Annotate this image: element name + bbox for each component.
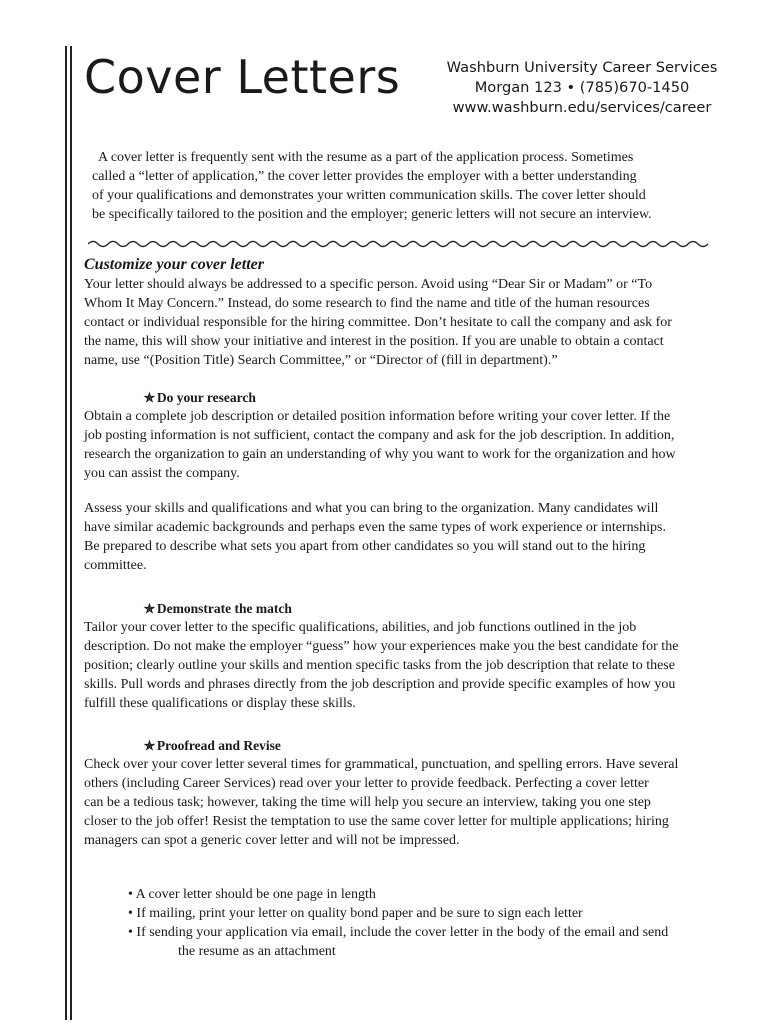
left-border-rule-inner <box>70 46 72 1020</box>
proofread-heading: Proofread and Revise <box>156 738 281 753</box>
list-item: • If mailing, print your letter on quality bond paper and be sure to sign each letter <box>128 906 583 921</box>
customize-section <box>84 255 726 370</box>
proofread-line: closer to the job offer! Resist the temptation to use the same cover letter for multiple applications; hiring <box>84 814 669 829</box>
proofread-line: others (including Career Services) read over your letter to provide feedback. Perfecting a cover letter <box>84 776 649 791</box>
match-heading-row <box>144 599 726 618</box>
proofread-line: can be a tedious task; however, taking the time will help you secure an interview, taking you one step <box>84 795 651 810</box>
research-line: you can assist the company. <box>84 466 240 481</box>
customize-line: Whom It May Concern.” Instead, do some research to find the name and title of the human resources <box>84 296 650 311</box>
intro-line: A cover letter is frequently sent with the resume as a part of the application process. Sometimes <box>98 150 634 165</box>
list-item: • If sending your application via email, include the cover letter in the body of the email and send <box>128 925 669 940</box>
intro-line: called a “letter of application,” the cover letter provides the employer with a better understanding <box>92 169 637 184</box>
match-line: skills. Pull words and phrases directly from the job description and provide specific examples of how you <box>84 677 676 692</box>
match-line: position; clearly outline your skills and mention specific tasks from the job description that relate to these <box>84 658 675 673</box>
research-line: job posting information is not sufficient, contact the company and ask for the job description. In addition, <box>84 428 675 443</box>
customize-line: Your letter should always be addressed to a specific person. Avoid using “Dear Sir or Madam” or “To <box>84 277 653 292</box>
research-line: have similar academic backgrounds and perhaps even the same types of work experience or internships. <box>84 520 666 535</box>
research-section <box>84 388 726 575</box>
research-heading: Do your research <box>156 390 256 405</box>
intro-line: be specifically tailored to the position and the employer; generic letters will not secure an interview. <box>92 207 652 222</box>
intro-paragraph <box>92 148 714 224</box>
website-link[interactable]: www.washburn.edu/services/career <box>452 99 712 116</box>
research-heading-row <box>144 388 726 407</box>
research-line: Obtain a complete job description or detailed position information before writing your cover letter. If the <box>84 409 671 424</box>
match-line: description. Do not make the employer “guess” how your experiences make you the best candidate for the <box>84 639 679 654</box>
list-item: • A cover letter should be one page in length <box>128 887 376 902</box>
star-icon: ✯ <box>144 601 155 616</box>
research-line: Be prepared to describe what sets you apart from other candidates so you will stand out to the hiring <box>84 539 646 554</box>
match-line: Tailor your cover letter to the specific qualifications, abilities, and job functions outlined in the job <box>84 620 637 635</box>
match-section <box>84 599 726 713</box>
tips-list <box>128 885 728 961</box>
proofread-heading-row <box>144 736 726 755</box>
research-line: Assess your skills and qualifications and what you can bring to the organization. Many candidates will <box>84 501 659 516</box>
star-icon: ✯ <box>144 390 155 405</box>
wavy-divider <box>88 238 710 250</box>
customize-line: name, use “(Position Title) Search Committee,” or “Director of (fill in department).” <box>84 353 558 368</box>
left-border-rule-outer <box>65 46 67 1020</box>
customize-heading: Customize your cover letter <box>84 256 264 273</box>
list-item-continuation: the resume as an attachment <box>178 944 336 959</box>
contact-block <box>436 58 728 118</box>
match-line: fulfill these qualifications or display these skills. <box>84 696 356 711</box>
intro-line: of your qualifications and demonstrates your written communication skills. The cover letter should <box>92 188 646 203</box>
office-address: Morgan 123 • (785)670-1450 <box>474 79 690 96</box>
page-title: Cover Letters <box>84 50 401 104</box>
org-name: Washburn University Career Services <box>446 59 718 76</box>
proofread-line: Check over your cover letter several times for grammatical, punctuation, and spelling errors. Have several <box>84 757 679 772</box>
proofread-line: managers can spot a generic cover letter and will not be impressed. <box>84 833 460 848</box>
proofread-section <box>84 736 726 850</box>
customize-line: the name, this will show your initiative and interest in the position. If you are unable to obtain a contact <box>84 334 664 349</box>
research-line: committee. <box>84 558 147 573</box>
star-icon: ✯ <box>144 738 155 753</box>
customize-line: contact or individual responsible for the hiring committee. Don’t hesitate to call the company and ask for <box>84 315 672 330</box>
research-line: research the organization to gain an understanding of why you want to work for the organization and how <box>84 447 676 462</box>
match-heading: Demonstrate the match <box>156 601 292 616</box>
